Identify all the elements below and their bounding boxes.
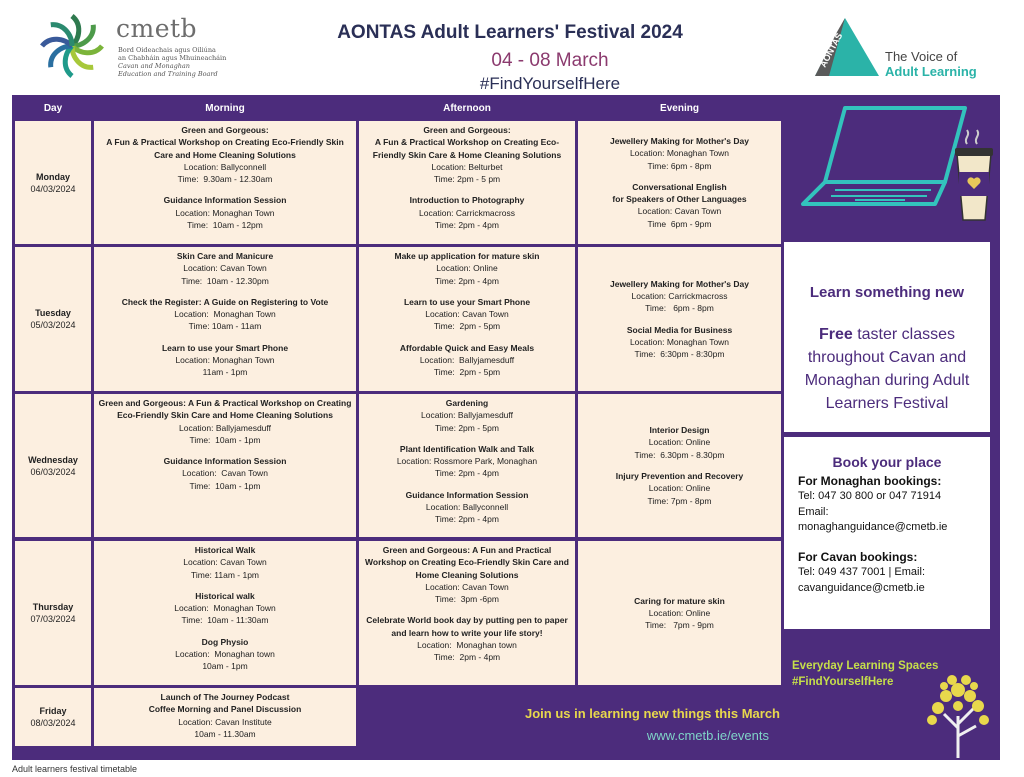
morning-cell [94, 394, 356, 537]
day-cell [15, 247, 91, 391]
session-location: Location: Rossmore Park, Monaghan [396, 456, 538, 467]
session-location: Location: Carrickmacross [419, 207, 515, 218]
session-location: Location: Online [648, 437, 711, 448]
session-location: Location: Cavan Town [182, 468, 268, 479]
session-title: Jewellery Making for Mother's Day [609, 278, 749, 289]
session-time: Time: 3pm -6pm [435, 594, 499, 605]
session-time: Time 6pm - 9pm [647, 218, 712, 229]
session-title: Interior Design [649, 425, 710, 436]
session-time: 11am - 1pm [202, 367, 248, 378]
session-location: Location: Monaghan Town [629, 148, 730, 159]
session-title: Injury Prevention and Recovery [615, 471, 744, 481]
session-title: Skin Care and Manicure [176, 251, 274, 261]
session-time: 10am - 1pm [202, 661, 248, 672]
session-time: Time: 10am - 12pm [187, 220, 263, 231]
booking-heading: Book your place [832, 454, 942, 470]
aontas-triangle-icon [815, 18, 879, 78]
session-time: Time: 6pm - 8pm [645, 303, 714, 314]
session-time: Time: 7pm - 9pm [645, 620, 714, 631]
session-item [98, 194, 352, 231]
session-location: Location: Carrickmacross [631, 290, 728, 301]
session-time: Time: 6.30pm - 8.30pm [634, 449, 725, 460]
cmetb-brand: cmetb [116, 14, 198, 43]
column-header-morning: Morning [205, 103, 245, 114]
day-name: Monday [35, 171, 70, 182]
session-item [363, 544, 571, 605]
day-date: 04/03/2024 [30, 183, 76, 194]
tree-icon [918, 666, 998, 760]
session-item [98, 296, 352, 333]
session-location: Location: Cavan Town [425, 309, 509, 320]
session-time: Time: 2pm - 4pm [435, 275, 499, 286]
laptop-icon [795, 100, 995, 235]
session-time: Time: 2pm - 4pm [435, 468, 499, 479]
session-title: Dog Physio [201, 636, 249, 647]
session-time: Time: 7pm - 8pm [647, 495, 712, 506]
cmetb-sub: Bord Oideachais agus Oiliúna an Chabháin agus Mhuineacháin Cavan and Monaghan Education and Training Board [118, 46, 227, 78]
session-item [582, 324, 777, 361]
session-location: Location: Ballyjamesduff [179, 422, 271, 433]
session-item [98, 691, 352, 740]
session-item [582, 470, 777, 507]
afternoon-cell [359, 394, 575, 537]
session-item [363, 342, 571, 379]
session-item [98, 544, 352, 581]
session-title: Green and Gorgeous: A Fun and Practical Workshop on Creating Eco-Friendly Skin Care and Home Cleaning Solutions [365, 545, 569, 580]
session-location: Location: Ballyconnell [425, 502, 509, 513]
session-title: Make up application for mature skin [394, 251, 540, 261]
session-title: Green and Gorgeous: A Fun & Practical Workshop on Creating Eco-Friendly Skin Care & Home Cleaning Solutions [372, 125, 562, 160]
session-item [582, 278, 777, 315]
session-time: Time: 10am - 1pm [189, 434, 261, 445]
promo-heading: Learn something new [809, 284, 965, 301]
session-item [582, 424, 777, 461]
evening-cell [578, 541, 781, 685]
session-time: Time: 2pm - 5pm [435, 422, 499, 433]
promo-panel [784, 242, 990, 432]
session-item [98, 455, 352, 492]
morning-cell [94, 247, 356, 391]
session-time: Time: 2pm - 4pm [433, 652, 501, 663]
session-item [363, 489, 571, 526]
cavan-phone: Tel: 049 437 7001 | Email: [798, 566, 925, 578]
session-title: Learn to use your Smart Phone [161, 342, 289, 353]
session-item [98, 124, 352, 185]
header-hashtag: #FindYourselfHere [479, 74, 621, 93]
promo-body: Free taster classes throughout Cavan and Monaghan during Adult Learners Festival [804, 326, 970, 412]
session-title: Launch of The Journey Podcast Coffee Morning and Panel Discussion [148, 692, 302, 715]
column-header-evening: Evening [660, 103, 699, 114]
day-cell [15, 688, 91, 746]
session-item [363, 296, 571, 333]
session-item [582, 181, 777, 230]
session-title: Caring for mature skin [634, 595, 725, 606]
svg-text:AONTAS: AONTAS [817, 31, 845, 69]
session-item [582, 595, 777, 632]
session-time: Time: 2pm - 4pm [435, 514, 499, 525]
evening-cell [578, 121, 781, 244]
session-location: Location: Online [436, 263, 498, 274]
page-title: AONTAS Adult Learners' Festival 2024 [337, 22, 683, 43]
cavan-bookings-heading: For Cavan bookings: [798, 549, 918, 564]
day-date: 07/03/2024 [30, 614, 76, 624]
session-title: Affordable Quick and Easy Meals [399, 342, 535, 353]
monaghan-phone: Tel: 047 30 800 or 047 71914 [798, 490, 942, 502]
morning-cell [94, 688, 356, 746]
session-title: Plant Identification Walk and Talk [399, 443, 535, 454]
session-location: Location: Cavan Town [183, 263, 267, 274]
day-cell [15, 394, 91, 537]
events-link[interactable]: www.cmetb.ie/events [646, 728, 769, 743]
session-title: Guidance Information Session [163, 456, 287, 467]
session-location: Location: Cavan Town [425, 581, 509, 592]
afternoon-cell [359, 247, 575, 391]
session-title: Green and Gorgeous: A Fun & Practical Workshop on Creating Eco-Friendly Skin Care and Home Cleaning Solutions [106, 125, 344, 160]
session-title: Historical walk [195, 590, 255, 601]
session-item [98, 636, 352, 673]
session-location: Location: Online [648, 483, 711, 494]
session-location: Location: Monaghan town [175, 649, 275, 660]
day-cell [15, 541, 91, 685]
session-time: Time: 2pm - 5 pm [433, 174, 501, 185]
session-item [363, 614, 571, 663]
morning-cell [94, 541, 356, 685]
swirl-logo-icon [38, 12, 106, 80]
session-time: Time: 2pm - 5pm [433, 367, 501, 378]
session-item [363, 397, 571, 434]
session-title: Check the Register: A Guide on Registering to Vote [121, 296, 329, 307]
session-time: Time: 10am - 11am [188, 321, 262, 332]
session-item [98, 342, 352, 379]
session-item [363, 194, 571, 231]
session-item [363, 124, 571, 185]
session-title: Guidance Information Session [405, 489, 529, 500]
image-caption: Adult learners festival timetable [12, 764, 138, 774]
session-item [98, 590, 352, 627]
session-location: Location: Belturbet [431, 161, 503, 172]
session-location: Location: Ballyconnell [183, 161, 267, 172]
session-title: Jewellery Making for Mother's Day [609, 135, 749, 146]
festival-dates: 04 - 08 March [491, 50, 609, 71]
session-item [363, 250, 571, 287]
session-location: Location: Monaghan town [417, 640, 517, 651]
session-title: Social Media for Business [626, 324, 733, 335]
session-time: Time: 10am - 1pm [189, 480, 261, 491]
session-time: Time: 9.30am - 12.30am [177, 174, 273, 185]
monaghan-email-label: Email: [798, 505, 829, 518]
session-location: Location: Monaghan Town [175, 355, 275, 366]
session-title: Conversational English for Speakers of Other Languages [612, 181, 747, 205]
everyday-learning-spaces: Everyday Learning Spaces #FindYourselfHere [792, 660, 939, 688]
session-item [582, 135, 777, 172]
session-time: Time: 10am - 11:30am [181, 615, 269, 626]
evening-cell [578, 247, 781, 391]
session-time: 10am - 11.30am [194, 728, 256, 739]
afternoon-cell [359, 541, 575, 685]
session-time: Time: 2pm - 5pm [433, 321, 501, 332]
session-location: Location: Monaghan Town [629, 336, 730, 347]
day-name: Wednesday [28, 454, 78, 465]
header [0, 0, 1024, 95]
morning-cell [94, 121, 356, 244]
session-item [363, 443, 571, 480]
session-location: Location: Monaghan Town [175, 207, 275, 218]
afternoon-cell [359, 121, 575, 244]
cmetb-logo [38, 12, 238, 82]
session-title: Guidance Information Session [163, 195, 287, 206]
evening-cell [578, 394, 781, 537]
session-title: Green and Gorgeous: A Fun & Practical Workshop on Creating Eco-Friendly Skin Care and Home Cleaning Solutions [98, 398, 352, 421]
session-location: Location: Cavan Town [183, 557, 267, 568]
day-date: 05/03/2024 [30, 320, 76, 330]
day-date: 06/03/2024 [30, 466, 76, 477]
day-date: 08/03/2024 [30, 718, 76, 728]
session-location: Location: Cavan Town [637, 206, 722, 217]
session-location: Location: Monaghan Town [174, 309, 276, 320]
join-us-text: Join us in learning new things this March [525, 706, 780, 721]
session-time: Time: 6:30pm - 8:30pm [634, 349, 725, 360]
session-item [98, 250, 352, 287]
session-title: Introduction to Photography [409, 195, 525, 206]
session-location: Location: Ballyjamesduff [421, 410, 513, 421]
session-time: Time: 10am - 12.30pm [181, 275, 269, 286]
cavan-email[interactable]: cavanguidance@cmetb.ie [798, 581, 925, 594]
column-header-afternoon: Afternoon [443, 103, 491, 114]
coffee-cup-icon [955, 130, 993, 220]
day-name: Thursday [32, 602, 74, 612]
session-location: Location: Ballyjamesduff [419, 355, 515, 366]
session-title: Historical Walk [194, 545, 256, 555]
session-title: Gardening [445, 398, 489, 408]
session-title: Learn to use your Smart Phone [403, 296, 531, 307]
session-time: Time: 6pm - 8pm [647, 160, 712, 171]
aontas-tagline: The Voice of Adult Learning [885, 49, 977, 79]
day-name: Friday [39, 706, 67, 716]
session-item [98, 397, 352, 446]
column-header-day: Day [43, 103, 63, 114]
session-location: Location: Monaghan Town [174, 603, 276, 614]
day-cell [15, 121, 91, 244]
day-name: Tuesday [35, 308, 71, 318]
booking-panel [784, 437, 990, 629]
session-time: Time: 2pm - 4pm [435, 220, 499, 231]
aontas-logo [815, 18, 995, 80]
monaghan-email[interactable]: monaghanguidance@cmetb.ie [798, 521, 948, 533]
session-title: Celebrate World book day by putting pen to paper and learn how to write your life story! [366, 615, 568, 638]
monaghan-bookings-heading: For Monaghan bookings: [798, 473, 942, 488]
session-location: Location: Online [648, 607, 711, 618]
session-time: Time: 11am - 1pm [190, 569, 260, 580]
session-location: Location: Cavan Institute [178, 716, 272, 727]
